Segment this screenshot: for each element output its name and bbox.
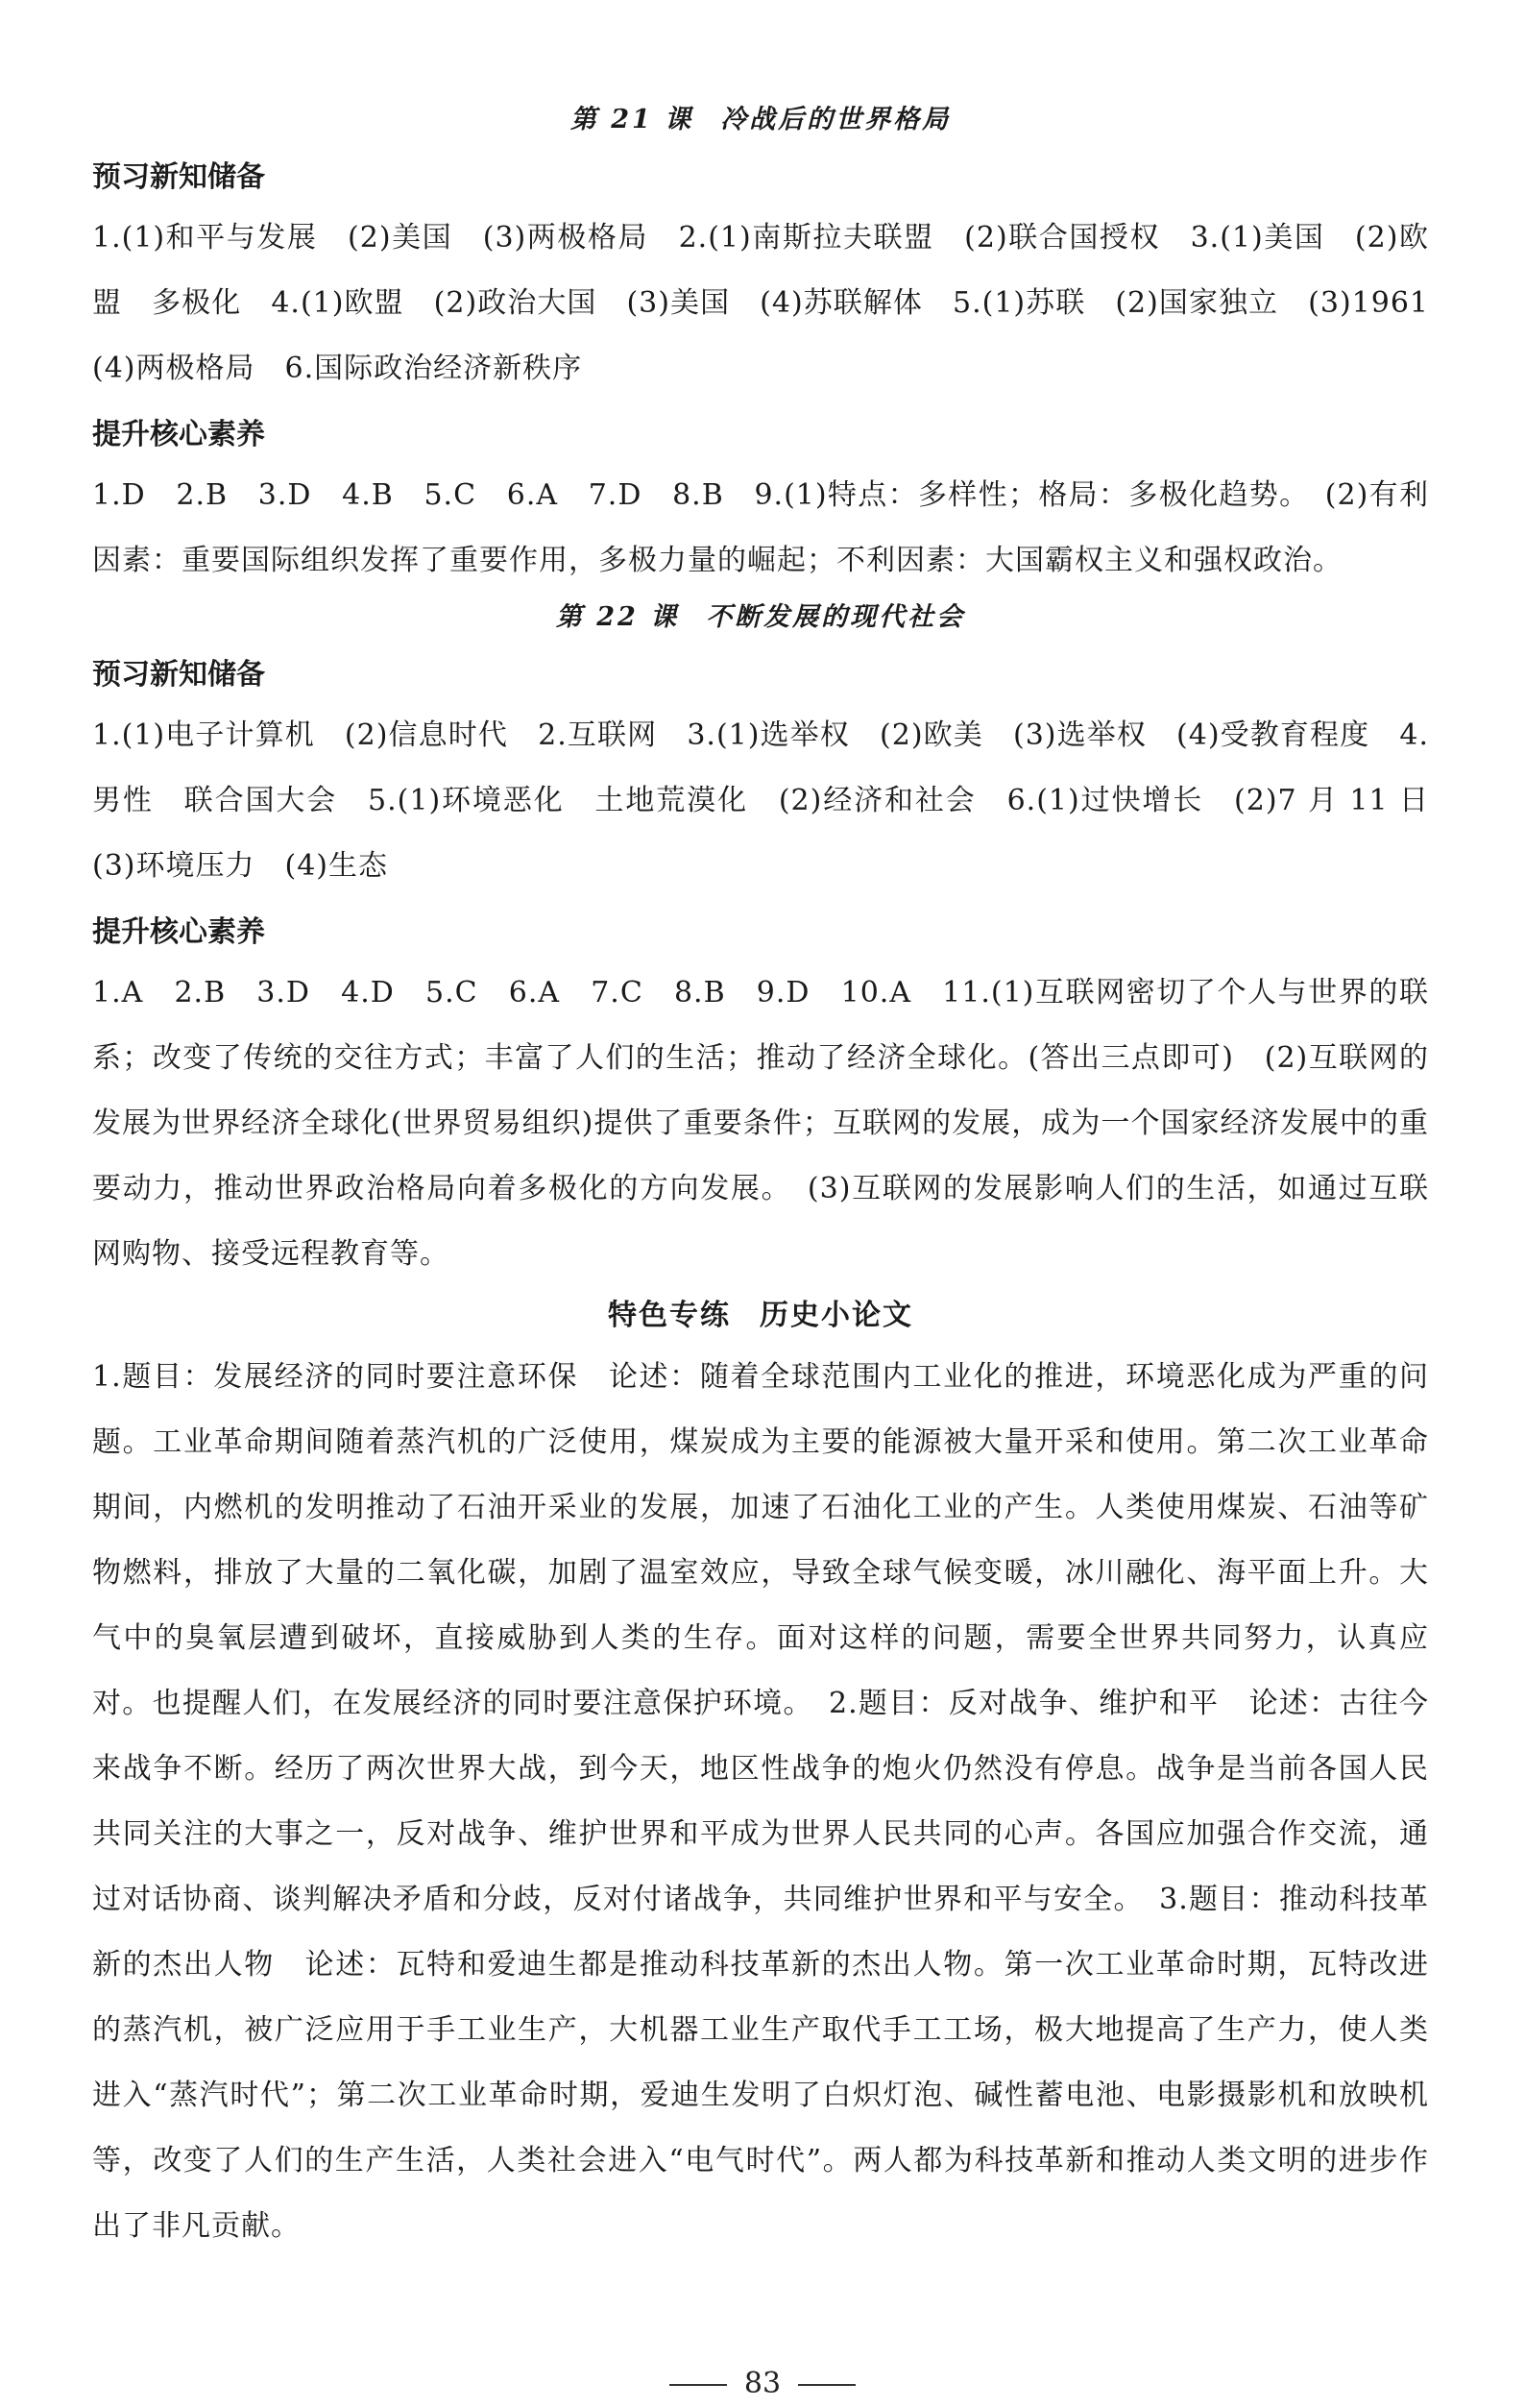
- history-essay-label: 历史小论文: [760, 1299, 913, 1332]
- lesson-21-preview-heading: 预习新知储备: [92, 160, 265, 194]
- lesson-22-preview-answers: 1.(1)电子计算机 (2)信息时代 2.互联网 3.(1)选举权 (2)欧美 (3)选举权 (4)受教育程度 4.男性 联合国大会 5.(1)环境恶化 土地荒漠化 (2)经济和社会 6.(1)过快增长 (2)7 月 11 日 (3)环境压力 (4)生态: [92, 718, 1459, 883]
- lesson-22-number: 第 22 课: [555, 602, 680, 632]
- page-number: [0, 2365, 1525, 2403]
- lesson-22-preview-heading: 预习新知储备: [92, 658, 265, 692]
- lesson-22-title: [92, 594, 1429, 642]
- lesson-21-title: [92, 96, 1429, 144]
- lesson-21-name: 冷战后的世界格局: [720, 105, 952, 134]
- lesson-21-preview-answers: 1.(1)和平与发展 (2)美国 (3)两极格局 2.(1)南斯拉夫联盟 (2)联合国授权 3.(1)美国 (2)欧盟 多极化 4.(1)欧盟 (2)政治大国 (3)美国 (4)苏联解体 5.(1)苏联 (2)国家独立 (3)1961 (4)两极格局 6.国际政治经济新秩序: [92, 221, 1459, 385]
- lesson-21-core-heading: 提升核心素养: [92, 418, 265, 451]
- lesson-21-core-answers: 1.D 2.B 3.D 4.B 5.C 6.A 7.D 8.B 9.(1)特点：多样性；格局：多极化趋势。 (2)有利因素：重要国际组织发挥了重要作用，多极力量的崛起；不利因素：大国霸权主义和强权政治。: [92, 478, 1429, 577]
- lesson-21-number: 第 21 课: [569, 105, 694, 134]
- history-essay-answers: 1.题目：发展经济的同时要注意环保 论述：随着全球范围内工业化的推进，环境恶化成为严重的问题。工业革命期间随着蒸汽机的广泛使用，煤炭成为主要的能源被大量开采和使用。第二次工业革命期间，内燃机的发明推动了石油开采业的发展，加速了石油化工业的产生。人类使用煤炭、石油等矿物燃料，排放了大量的二氧化碳，加剧了温室效应，导致全球气候变暖，冰川融化、海平面上升。大气中的臭氧层遭到破坏，直接威胁到人类的生存。面对这样的问题，需要全世界共同努力，认真应对。也提醒人们，在发展经济的同时要注意保护环境。 2.题目：反对战争、维护和平 论述：古往今来战争不断。经历了两次世界大战，到今天，地区性战争的炮火仍然没有停息。战争是当前各国人民共同关注的大事之一，反对战争、维护世界和平成为世界人民共同的心声。各国应加强合作交流，通过对话协商、谈判解决矛盾和分歧，反对付诸战争，共同维护世界和平与安全。 3.题目：推动科技革新的杰出人物 论述：瓦特和爱迪生都是推动科技革新的杰出人物。第一次工业革命时期，瓦特改进的蒸汽机，被广泛应用于手工业生产，大机器工业生产取代手工工场，极大地提高了生产力，使人类进入“蒸汽时代”；第二次工业革命时期，爱迪生发明了白炽灯泡、碱性蓄电池、电影摄影机和放映机等，改变了人们的生产生活，人类社会进入“电气时代”。两人都为科技革新和推动人类文明的进步作出了非凡贡献。: [92, 1360, 1429, 2243]
- page-number-right-dash: [798, 2384, 856, 2386]
- page-number-value: 83: [743, 2367, 782, 2400]
- page-number-left-dash: [669, 2384, 727, 2386]
- special-practice-title: [92, 1287, 1429, 1345]
- lesson-22-core-heading: 提升核心素养: [92, 915, 265, 949]
- special-practice-label: 特色专练: [608, 1299, 731, 1332]
- lesson-22-name: 不断发展的现代社会: [706, 602, 966, 632]
- lesson-22-core-answers: 1.A 2.B 3.D 4.D 5.C 6.A 7.C 8.B 9.D 10.A 11.(1)互联网密切了个人与世界的联系；改变了传统的交往方式；丰富了人们的生活；推动了经济全球化。(答出三点即可) (2)互联网的发展为世界经济全球化(世界贸易组织)提供了重要条件；互联网的发展，成为一个国家经济发展中的重要动力，推动世界政治格局向着多极化的方向发展。 (3)互联网的发展影响人们的生活，如通过互联网购物、接受远程教育等。: [92, 976, 1429, 1271]
